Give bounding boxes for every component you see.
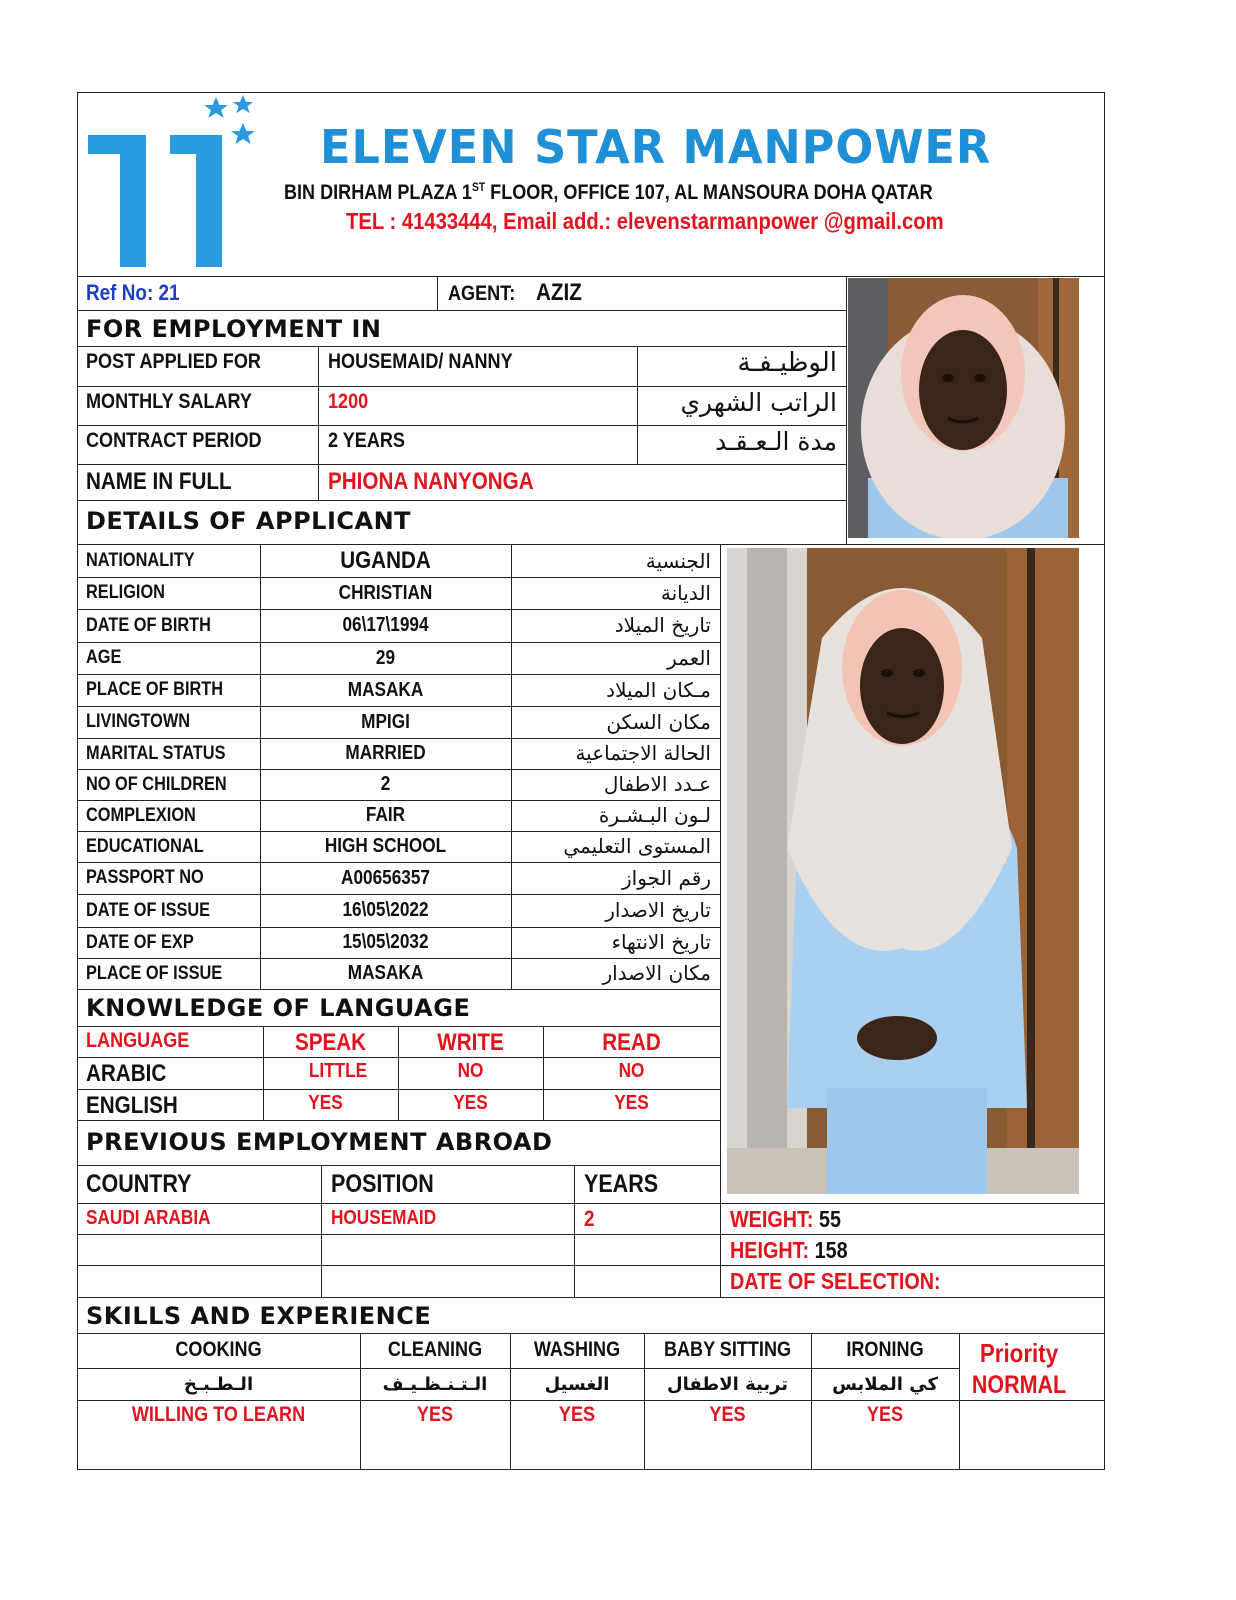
company-address <box>284 180 933 206</box>
lang-english-write: YES <box>453 1091 488 1114</box>
detail-value: FAIR <box>365 804 406 826</box>
skill-name: COOKING <box>175 1338 262 1361</box>
height-field <box>730 1235 848 1266</box>
lang-header-speak: SPEAK <box>294 1029 367 1056</box>
skill-arabic: الـطـبـخ <box>183 1373 254 1395</box>
detail-value: 06\17\1994 <box>342 614 429 636</box>
lang-arabic-name: ARABIC <box>86 1059 167 1087</box>
section-title-employment: FOR EMPLOYMENT IN <box>86 315 382 343</box>
skill-arabic: الـتـنـظـيـف <box>382 1373 488 1395</box>
salary-value: 1200 <box>328 390 369 413</box>
section-title-language: KNOWLEDGE OF LANGUAGE <box>86 994 471 1022</box>
detail-arabic: الديانة <box>660 581 711 605</box>
section-title-skills: SKILLS AND EXPERIENCE <box>86 1302 432 1330</box>
detail-value: MARRIED <box>345 742 426 764</box>
skill-name: CLEANING <box>387 1338 483 1361</box>
selection-date-label: DATE OF SELECTION: <box>730 1268 941 1294</box>
post-value: HOUSEMAID/ NANNY <box>328 350 513 373</box>
detail-label: COMPLEXION <box>86 804 196 826</box>
applicant-photo-small <box>848 278 1079 538</box>
lang-header-write: WRITE <box>437 1029 504 1056</box>
lang-arabic-speak: LITTLE <box>308 1059 368 1082</box>
detail-label: LIVINGTOWN <box>86 711 191 732</box>
lang-arabic-read: NO <box>618 1059 645 1082</box>
contract-arabic: مدة الـعـقـد <box>715 427 837 456</box>
skill-arabic: كي الملابس <box>832 1373 938 1395</box>
detail-value: HIGH SCHOOL <box>324 835 447 857</box>
section-title-previous: PREVIOUS EMPLOYMENT ABROAD <box>86 1128 553 1156</box>
prev-header-position: POSITION <box>331 1169 434 1198</box>
detail-arabic: تاريخ الاصدار <box>605 898 711 922</box>
lang-english-speak: YES <box>308 1091 343 1114</box>
detail-label: PLACE OF ISSUE <box>86 962 223 984</box>
name-value: PHIONA NANYONGA <box>328 468 534 495</box>
detail-arabic: لـون البـشـرة <box>598 803 711 827</box>
detail-label: DATE OF BIRTH <box>86 614 211 636</box>
post-arabic: الوظيـفـة <box>737 348 837 378</box>
agent-label: AGENT: <box>448 282 516 305</box>
detail-arabic: مكان السكن <box>606 710 711 734</box>
skill-value: YES <box>416 1403 454 1426</box>
prev-row-position: HOUSEMAID <box>331 1206 437 1229</box>
detail-arabic: تاريخ الميلاد <box>614 613 711 637</box>
prev-header-years: YEARS <box>584 1169 659 1198</box>
detail-value: 16\05\2022 <box>342 899 429 921</box>
detail-value: 2 <box>380 773 391 795</box>
detail-arabic: العمر <box>667 646 711 670</box>
detail-label: NO OF CHILDREN <box>86 773 227 795</box>
detail-arabic: مـكان الميلاد <box>606 678 711 702</box>
priority-value: NORMAL <box>971 1370 1067 1399</box>
star-icon <box>231 123 255 144</box>
skill-name: BABY SITTING <box>663 1338 792 1361</box>
detail-value: MASAKA <box>347 678 424 701</box>
priority-label: Priority <box>979 1337 1059 1368</box>
address-line-start: BIN DIRHAM PLAZA 1 <box>284 181 472 204</box>
detail-arabic: الحالة الاجتماعية <box>575 741 711 765</box>
company-contact: TEL : 41433444, Email add.: elevenstarmanpower @gmail.com <box>346 208 944 234</box>
skill-value: YES <box>866 1403 904 1426</box>
detail-value: 29 <box>375 646 396 669</box>
skill-arabic: تربية الاطفال <box>666 1373 789 1395</box>
detail-arabic: عـدد الاطفال <box>603 772 711 796</box>
star-icon <box>204 97 228 118</box>
detail-arabic: رقم الجواز <box>622 866 711 890</box>
lang-header-language: LANGUAGE <box>86 1029 190 1052</box>
skill-value: YES <box>558 1403 596 1426</box>
lang-header-read: READ <box>602 1029 661 1056</box>
contract-label: CONTRACT PERIOD <box>86 429 262 452</box>
detail-label: AGE <box>86 647 122 668</box>
detail-label: PLACE OF BIRTH <box>86 679 224 700</box>
detail-arabic: الجنسية <box>645 549 711 573</box>
logo-graphic <box>86 95 266 273</box>
address-ordinal: ST <box>471 180 486 194</box>
ref-number: Ref No: 21 <box>86 280 180 305</box>
prev-row-years: 2 <box>584 1206 595 1231</box>
detail-label: MARITAL STATUS <box>86 742 226 764</box>
detail-arabic: مكان الاصدار <box>602 961 711 985</box>
height-label: HEIGHT: <box>730 1237 810 1263</box>
weight-value: 55 <box>819 1206 842 1232</box>
section-title-details: DETAILS OF APPLICANT <box>86 507 412 535</box>
agent-value: AZIZ <box>536 279 582 306</box>
detail-label: DATE OF ISSUE <box>86 899 211 921</box>
skill-value: WILLING TO LEARN <box>131 1403 306 1426</box>
star-icon <box>233 95 253 113</box>
detail-label: EDUCATIONAL <box>86 835 204 857</box>
skill-arabic: الغسيل <box>544 1373 610 1395</box>
weight-field <box>730 1204 841 1235</box>
lang-english-name: ENGLISH <box>86 1091 178 1119</box>
detail-label: PASSPORT NO <box>86 867 204 888</box>
detail-label: RELIGION <box>86 582 165 603</box>
detail-label: DATE OF EXP <box>86 931 194 953</box>
salary-arabic: الراتب الشهري <box>680 388 837 417</box>
detail-value: CHRISTIAN <box>338 581 433 604</box>
prev-row-country: SAUDI ARABIA <box>86 1206 211 1229</box>
skill-name: IRONING <box>846 1338 924 1361</box>
detail-label: NATIONALITY <box>86 550 195 571</box>
address-line-end: FLOOR, OFFICE 107, AL MANSOURA DOHA QATAR <box>485 181 933 204</box>
salary-label: MONTHLY SALARY <box>86 390 252 413</box>
detail-value: 15\05\2032 <box>342 931 429 953</box>
lang-english-read: YES <box>614 1091 649 1114</box>
skill-value: YES <box>709 1403 746 1426</box>
applicant-photo-full <box>727 548 1079 1194</box>
contract-value: 2 YEARS <box>328 429 405 452</box>
skill-name: WASHING <box>533 1338 621 1361</box>
detail-value: MPIGI <box>361 710 410 733</box>
height-value: 158 <box>814 1237 848 1263</box>
detail-arabic: تاريخ الانتهاء <box>611 930 711 954</box>
detail-value: MASAKA <box>347 962 424 984</box>
company-logo <box>86 95 266 273</box>
name-label: NAME IN FULL <box>86 468 232 495</box>
detail-value: A00656357 <box>341 866 430 889</box>
company-name: ELEVEN STAR MANPOWER <box>320 120 992 174</box>
detail-arabic: المستوى التعليمي <box>563 834 711 858</box>
prev-header-country: COUNTRY <box>86 1169 192 1198</box>
detail-value: UGANDA <box>340 547 431 574</box>
weight-label: WEIGHT: <box>730 1206 814 1232</box>
post-label: POST APPLIED FOR <box>86 350 261 373</box>
lang-arabic-write: NO <box>457 1059 484 1082</box>
